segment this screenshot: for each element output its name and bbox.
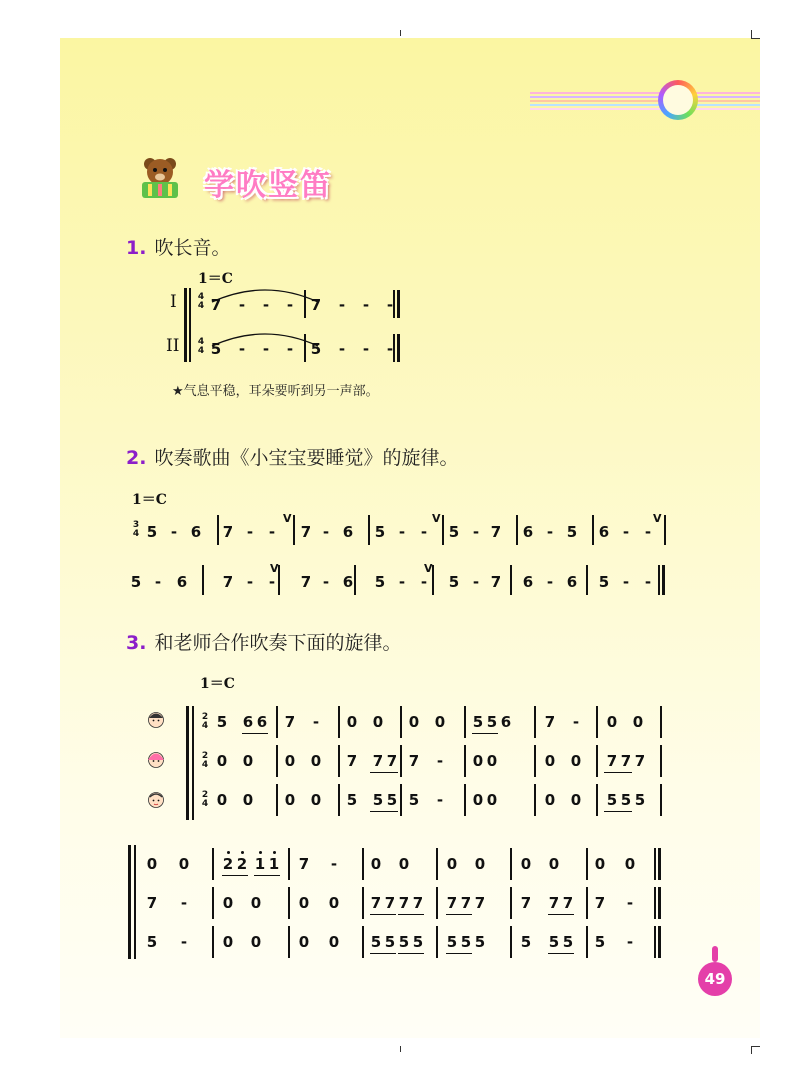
underline-beam (446, 953, 472, 954)
barline (288, 887, 290, 919)
jianpu-note: 0 (298, 894, 310, 912)
key-signature: 1＝C (132, 492, 167, 508)
barline (586, 565, 588, 595)
time-signature: 4 4 (197, 337, 205, 356)
octave-dot (273, 851, 276, 854)
jianpu-note: 0 (222, 933, 234, 951)
system-bracket (128, 845, 131, 959)
jianpu-note: - (626, 894, 634, 912)
jianpu-note: 7 (300, 573, 312, 591)
barline (510, 848, 512, 880)
jianpu-note: 7 (490, 573, 502, 591)
crop-mark (751, 38, 760, 39)
jianpu-note: - (398, 523, 406, 541)
underline-beam (370, 953, 396, 954)
jianpu-note: 0 (570, 752, 582, 770)
jianpu-note: 5 (446, 933, 458, 951)
jianpu-note: 7 (548, 894, 560, 912)
barline (276, 784, 278, 816)
barline (338, 745, 340, 777)
boy-face-icon (146, 710, 166, 728)
jianpu-note: 5 (210, 340, 222, 358)
jianpu-note: 7 (386, 752, 398, 770)
barline (436, 887, 438, 919)
page-number: 49 (698, 962, 732, 996)
section-1-heading (126, 233, 230, 260)
jianpu-note: 7 (562, 894, 574, 912)
jianpu-note: 7 (222, 573, 234, 591)
jianpu-note: - (238, 340, 246, 358)
barline (288, 926, 290, 958)
barline (596, 784, 598, 816)
jianpu-note: 0 (548, 855, 560, 873)
jianpu-note: - (246, 523, 254, 541)
jianpu-note: - (436, 791, 444, 809)
time-signature: 2 4 (201, 790, 209, 809)
jianpu-note: - (420, 523, 428, 541)
jianpu-note: 7 (372, 752, 384, 770)
system-bracket (186, 706, 189, 820)
octave-dot (259, 851, 262, 854)
section-3-heading (126, 628, 401, 655)
tie-arc (210, 280, 320, 304)
time-signature: 2 4 (201, 712, 209, 731)
key-signature: 1＝C (198, 271, 233, 287)
final-barline (664, 515, 666, 545)
jianpu-note: - (322, 573, 330, 591)
jianpu-note: - (622, 523, 630, 541)
jianpu-note: 7 (284, 713, 296, 731)
underline-beam (398, 953, 424, 954)
section-number: 1. (126, 237, 147, 259)
jianpu-note: - (246, 573, 254, 591)
jianpu-note: - (338, 296, 346, 314)
page-number-decoration (712, 946, 718, 962)
jianpu-note: - (262, 340, 270, 358)
jianpu-note: 7 (210, 296, 222, 314)
final-barline-thick (658, 848, 661, 880)
jianpu-note: - (330, 855, 338, 873)
jianpu-note: 0 (242, 752, 254, 770)
jianpu-note: 7 (398, 894, 410, 912)
jianpu-note: 5 (548, 933, 560, 951)
barline (464, 784, 466, 816)
jianpu-note: - (180, 894, 188, 912)
jianpu-note: 5 (216, 713, 228, 731)
jianpu-note: 5 (460, 933, 472, 951)
barline (212, 887, 214, 919)
breath-mark: V (424, 562, 433, 575)
underline-beam (548, 953, 574, 954)
barline (586, 848, 588, 880)
jianpu-note: - (472, 573, 480, 591)
jianpu-note: 5 (346, 791, 358, 809)
jianpu-note: 0 (474, 855, 486, 873)
jianpu-note: 0 (250, 894, 262, 912)
jianpu-note: 0 (570, 791, 582, 809)
jianpu-note: 0 (606, 713, 618, 731)
jianpu-note: 6 (500, 713, 512, 731)
jianpu-note: 5 (474, 933, 486, 951)
final-barline (660, 745, 662, 777)
final-barline (654, 848, 656, 880)
underline-beam (370, 772, 398, 773)
final-barline (660, 706, 662, 738)
barline (338, 784, 340, 816)
barline (400, 745, 402, 777)
breath-mark: V (283, 512, 292, 525)
jianpu-note: 7 (222, 523, 234, 541)
breath-mark: V (270, 562, 279, 575)
barline (586, 887, 588, 919)
barline (464, 745, 466, 777)
jianpu-note: - (472, 523, 480, 541)
jianpu-note: 0 (446, 855, 458, 873)
barline (464, 706, 466, 738)
girl-face-icon (146, 750, 166, 768)
barline (534, 706, 536, 738)
barline (534, 784, 536, 816)
jianpu-note: 5 (448, 523, 460, 541)
underline-beam (446, 914, 472, 915)
jianpu-note: - (420, 573, 428, 591)
jianpu-note: - (154, 573, 162, 591)
barline (400, 784, 402, 816)
jianpu-note: 0 (178, 855, 190, 873)
jianpu-note: 0 (370, 855, 382, 873)
jianpu-note: 0 (284, 791, 296, 809)
jianpu-note: 0 (520, 855, 532, 873)
jianpu-note: 7 (446, 894, 458, 912)
jianpu-note: 7 (370, 894, 382, 912)
jianpu-note: 7 (594, 894, 606, 912)
jianpu-note: 7 (412, 894, 424, 912)
jianpu-note: 0 (242, 791, 254, 809)
underline-beam (254, 875, 280, 876)
jianpu-note: 5 (412, 933, 424, 951)
time-signature: 2 4 (201, 751, 209, 770)
bear-accordion-icon (132, 148, 188, 204)
barline (596, 745, 598, 777)
barline (510, 926, 512, 958)
jianpu-note: 7 (620, 752, 632, 770)
jianpu-note: 6 (598, 523, 610, 541)
jianpu-note: 7 (606, 752, 618, 770)
section-number: 3. (126, 632, 147, 654)
barline (534, 745, 536, 777)
jianpu-note: 0 (328, 894, 340, 912)
barline (510, 565, 512, 595)
underline-beam (604, 811, 632, 812)
jianpu-note: 6 (566, 573, 578, 591)
barline (368, 515, 370, 545)
jianpu-note: - (436, 752, 444, 770)
jianpu-note: 2 (236, 855, 248, 873)
barline (354, 565, 356, 595)
jianpu-note: 5 (374, 523, 386, 541)
jianpu-note: 0 (250, 933, 262, 951)
jianpu-note: 7 (544, 713, 556, 731)
jianpu-note: 0 (310, 752, 322, 770)
jianpu-note: 6 (342, 523, 354, 541)
crop-mark (400, 1046, 401, 1052)
underline-beam (370, 914, 396, 915)
jianpu-note: - (626, 933, 634, 951)
crop-mark (751, 1046, 760, 1047)
jianpu-note: 0 (298, 933, 310, 951)
final-barline-thick (397, 334, 400, 362)
jianpu-note: 1 (268, 855, 280, 873)
jianpu-note: 0 (146, 855, 158, 873)
system-bracket-line (189, 288, 191, 362)
underline-beam (222, 875, 248, 876)
header-stripes (530, 92, 760, 114)
barline (586, 926, 588, 958)
jianpu-note: 0 (346, 713, 358, 731)
jianpu-note: - (286, 296, 294, 314)
jianpu-note: 6 (242, 713, 254, 731)
underline-beam (370, 811, 398, 812)
section-2-heading (126, 443, 458, 470)
jianpu-note: 5 (398, 933, 410, 951)
jianpu-note: - (622, 573, 630, 591)
jianpu-note: 5 (146, 933, 158, 951)
jianpu-note: 5 (384, 933, 396, 951)
jianpu-note: - (644, 523, 652, 541)
section-text: 吹长音。 (154, 237, 231, 259)
jianpu-note: 7 (300, 523, 312, 541)
section-text: 和老师合作吹奏下面的旋律。 (154, 632, 402, 654)
jianpu-note: - (546, 523, 554, 541)
barline (288, 848, 290, 880)
jianpu-note: 5 (310, 340, 322, 358)
jianpu-note: 5 (486, 713, 498, 731)
jianpu-note: - (572, 713, 580, 731)
jianpu-note: 5 (606, 791, 618, 809)
final-barline (654, 887, 656, 919)
jianpu-note: 7 (520, 894, 532, 912)
jianpu-note: - (312, 713, 320, 731)
jianpu-note: - (268, 523, 276, 541)
jianpu-note: 0 (624, 855, 636, 873)
jianpu-note: 5 (372, 791, 384, 809)
jianpu-note: 1 (254, 855, 266, 873)
system-bracket (184, 288, 187, 362)
crop-mark (400, 30, 401, 36)
jianpu-note: - (362, 296, 370, 314)
tie-arc (210, 324, 320, 348)
time-signature: 4 4 (197, 292, 205, 311)
jianpu-note: - (268, 573, 276, 591)
jianpu-note: - (262, 296, 270, 314)
barline (592, 515, 594, 545)
jianpu-note: - (322, 523, 330, 541)
crop-mark (751, 1046, 752, 1054)
jianpu-note: 0 (434, 713, 446, 731)
jianpu-note: 7 (460, 894, 472, 912)
barline (510, 887, 512, 919)
jianpu-note: 0 (544, 752, 556, 770)
jianpu-note: 5 (146, 523, 158, 541)
jianpu-note: 7 (384, 894, 396, 912)
barline (436, 926, 438, 958)
section-text: 吹奏歌曲《小宝宝要睡觉》的旋律。 (154, 447, 459, 469)
jianpu-note: 7 (298, 855, 310, 873)
jianpu-note: - (170, 523, 178, 541)
rainbow-flute-logo-icon (658, 80, 698, 120)
jianpu-note: 6 (342, 573, 354, 591)
part-label-1: I (170, 292, 177, 312)
jianpu-note: 0 (486, 752, 498, 770)
system-bracket-line (134, 845, 136, 959)
lesson-title: 学吹竖笛 (204, 168, 332, 203)
underline-beam (548, 914, 574, 915)
jianpu-note: - (338, 340, 346, 358)
jianpu-note: 5 (594, 933, 606, 951)
barline (217, 515, 219, 545)
final-barline (658, 565, 660, 595)
jianpu-note: 0 (328, 933, 340, 951)
jianpu-note: 5 (562, 933, 574, 951)
barline (276, 706, 278, 738)
jianpu-note: 0 (408, 713, 420, 731)
jianpu-note: 7 (474, 894, 486, 912)
barline (338, 706, 340, 738)
underline-beam (604, 772, 632, 773)
octave-dot (241, 851, 244, 854)
octave-dot (227, 851, 230, 854)
underline-beam (242, 733, 268, 734)
final-barline-thick (658, 926, 661, 958)
jianpu-note: 5 (370, 933, 382, 951)
barline (212, 926, 214, 958)
barline (362, 926, 364, 958)
jianpu-note: 5 (448, 573, 460, 591)
jianpu-note: 5 (620, 791, 632, 809)
jianpu-note: 0 (398, 855, 410, 873)
final-barline-thick (662, 565, 665, 595)
jianpu-note: 6 (522, 523, 534, 541)
jianpu-note: - (180, 933, 188, 951)
jianpu-note: 0 (372, 713, 384, 731)
barline (442, 515, 444, 545)
jianpu-note: - (386, 340, 394, 358)
jianpu-note: 5 (520, 933, 532, 951)
jianpu-note: 5 (130, 573, 142, 591)
barline (293, 515, 295, 545)
section-number: 2. (126, 447, 147, 469)
jianpu-note: 0 (216, 752, 228, 770)
barline (212, 848, 214, 880)
crop-mark (751, 30, 752, 38)
jianpu-note: 0 (472, 791, 484, 809)
jianpu-note: 0 (222, 894, 234, 912)
jianpu-note: - (644, 573, 652, 591)
jianpu-note: 5 (566, 523, 578, 541)
jianpu-note: 2 (222, 855, 234, 873)
final-barline (660, 784, 662, 816)
teacher-face-icon (146, 790, 166, 808)
jianpu-note: 6 (176, 573, 188, 591)
final-barline (393, 290, 395, 318)
final-barline-thick (397, 290, 400, 318)
jianpu-note: 7 (346, 752, 358, 770)
jianpu-note: 7 (634, 752, 646, 770)
jianpu-note: 6 (522, 573, 534, 591)
barline (276, 745, 278, 777)
jianpu-note: 0 (544, 791, 556, 809)
barline (202, 565, 204, 595)
key-signature: 1＝C (200, 676, 235, 692)
breath-mark: V (653, 512, 662, 525)
jianpu-note: 5 (634, 791, 646, 809)
jianpu-note: 7 (490, 523, 502, 541)
jianpu-note: 0 (594, 855, 606, 873)
jianpu-note: 5 (374, 573, 386, 591)
jianpu-note: - (386, 296, 394, 314)
jianpu-note: - (286, 340, 294, 358)
barline (436, 848, 438, 880)
jianpu-note: - (546, 573, 554, 591)
jianpu-note: 6 (256, 713, 268, 731)
breath-mark: V (432, 512, 441, 525)
practice-tip: ★气息平稳，耳朵要听到另一声部。 (172, 384, 379, 399)
system-bracket-line (192, 706, 194, 820)
jianpu-note: - (362, 340, 370, 358)
jianpu-note: 0 (472, 752, 484, 770)
jianpu-note: 5 (598, 573, 610, 591)
jianpu-note: 0 (284, 752, 296, 770)
jianpu-note: 5 (408, 791, 420, 809)
barline (362, 887, 364, 919)
final-barline-thick (658, 887, 661, 919)
jianpu-note: 7 (310, 296, 322, 314)
final-barline (393, 334, 395, 362)
underline-beam (398, 914, 424, 915)
jianpu-note: 7 (408, 752, 420, 770)
part-label-2: II (166, 336, 180, 356)
final-barline (654, 926, 656, 958)
jianpu-note: - (398, 573, 406, 591)
jianpu-note: 6 (190, 523, 202, 541)
jianpu-note: 0 (310, 791, 322, 809)
jianpu-note: 5 (386, 791, 398, 809)
underline-beam (472, 733, 498, 734)
jianpu-note: 0 (632, 713, 644, 731)
barline (596, 706, 598, 738)
barline (362, 848, 364, 880)
barline (400, 706, 402, 738)
jianpu-note: 0 (486, 791, 498, 809)
jianpu-note: 0 (216, 791, 228, 809)
time-signature: 3 4 (132, 520, 140, 539)
barline (516, 515, 518, 545)
jianpu-note: - (238, 296, 246, 314)
jianpu-note: 5 (472, 713, 484, 731)
jianpu-note: 7 (146, 894, 158, 912)
